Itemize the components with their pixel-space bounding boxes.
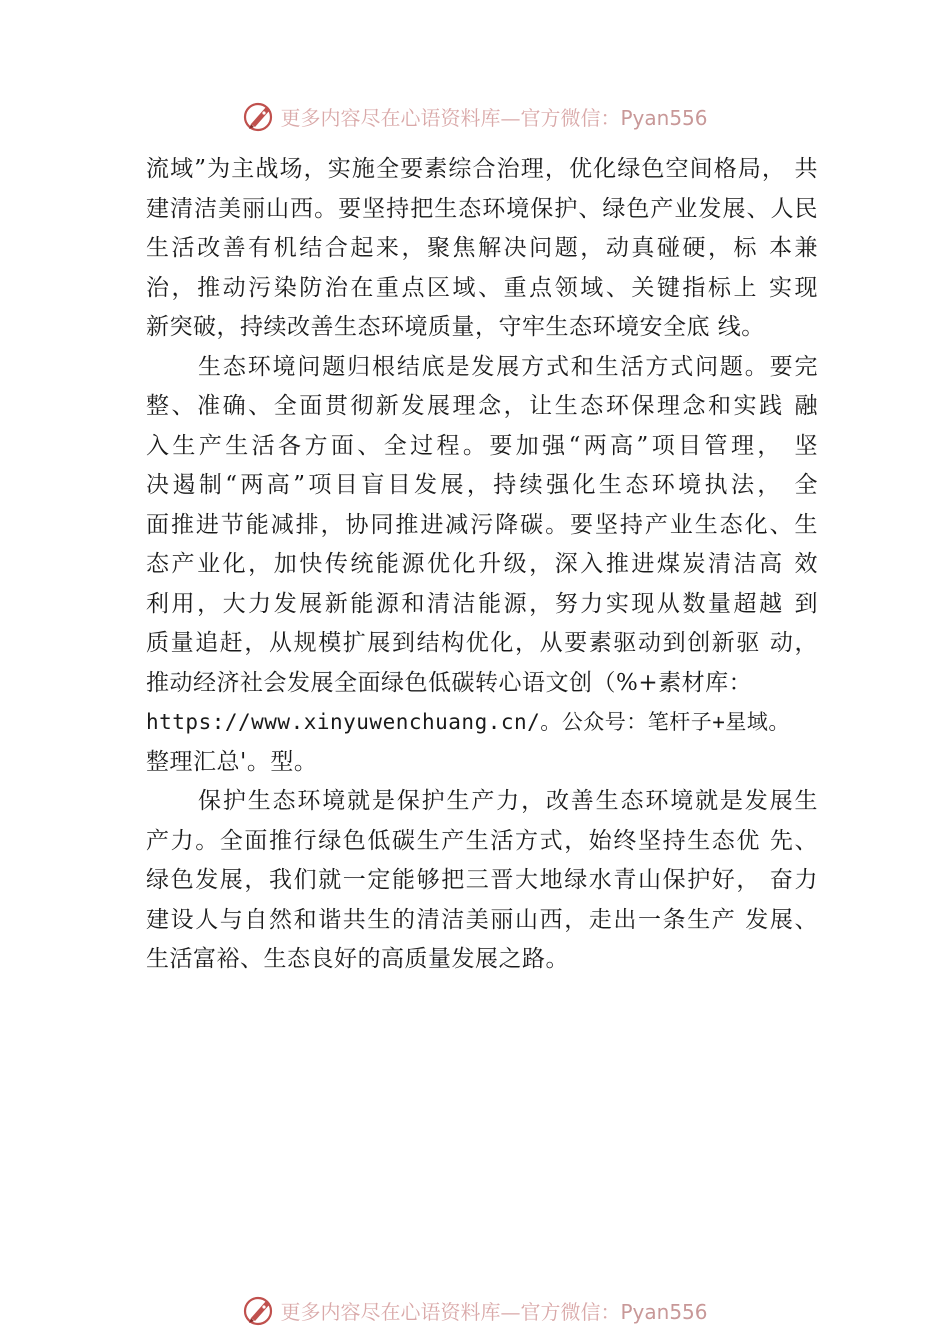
pen-logo-icon bbox=[242, 1293, 276, 1327]
text-line: 入生产生活各方面、全过程。要加强“两高”项目管理， 坚 bbox=[146, 432, 818, 459]
paragraph-1 bbox=[146, 150, 818, 348]
text-line: 生活改善有机结合起来，聚焦解决问题，动真碰硬，标 本兼 bbox=[146, 235, 818, 261]
pen-logo-icon bbox=[242, 99, 276, 133]
text-line: 态产业化，加快传统能源优化升级，深入推进煤炭清洁高 效 bbox=[146, 551, 818, 577]
text-line: 流域”为主战场，实施全要素综合治理，优化绿色空间格局， 共 bbox=[146, 156, 818, 182]
text-line: 绿色发展，我们就一定能够把三晋大地绿水青山保护好， 奋力 bbox=[146, 867, 818, 893]
header-banner bbox=[0, 96, 950, 136]
text-line: 保护生态环境就是保护生产力，改善生态环境就是发展生 bbox=[198, 788, 818, 814]
text-line: 治，推动污染防治在重点区域、重点领域、关键指标上 实现 bbox=[146, 274, 818, 301]
text-line: 面推进节能减排，协同推进减污降碳。要坚持产业生态化、生 bbox=[146, 511, 818, 538]
text-line: 产力。全面推行绿色低碳生产生活方式，始终坚持生态优 先、 bbox=[146, 827, 818, 854]
text-line: 整理汇总'。型。 bbox=[146, 748, 318, 775]
header-banner-text: 更多内容尽在心语资料库—官方微信：Pyan556 bbox=[280, 105, 708, 130]
footer-banner bbox=[0, 1290, 950, 1330]
text-line: 质量追赶，从规模扩展到结构优化，从要素驱动到创新驱 动， bbox=[146, 630, 818, 656]
text-line: 决遏制“两高”项目盲目发展，持续强化生态环境执法， 全 bbox=[146, 472, 818, 498]
text-line: 整、准确、全面贯彻新发展理念，让生态环保理念和实践 融 bbox=[146, 393, 818, 419]
text-line: 利用，大力发展新能源和清洁能源，努力实现从数量超越 到 bbox=[146, 590, 818, 617]
text-line: 新突破，持续改善生态环境质量，守牢生态环境安全底 线。 bbox=[146, 314, 765, 340]
header-wechat-account: Pyan556 bbox=[620, 105, 708, 130]
paragraph-2 bbox=[146, 348, 818, 783]
text-line: 建清洁美丽山西。要坚持把生态环境保护、绿色产业发展、人民 bbox=[146, 195, 818, 222]
footer-wechat-account: Pyan556 bbox=[620, 1299, 708, 1324]
text-line-url: https://www.xinyuwenchuang.cn/。公众号：笔杆子+星域。 bbox=[146, 710, 790, 734]
text-line: 生活富裕、生态良好的高质量发展之路。 bbox=[146, 946, 569, 972]
footer-banner-text: 更多内容尽在心语资料库—官方微信：Pyan556 bbox=[280, 1299, 708, 1324]
text-line: 推动经济社会发展全面绿色低碳转心语文创（%+素材库： bbox=[146, 669, 753, 696]
text-line: 生态环境问题归根结底是发展方式和生活方式问题。要完 bbox=[198, 353, 818, 380]
document-body bbox=[146, 150, 818, 980]
text-line: 建设人与自然和谐共生的清洁美丽山西，走出一条生产 发展、 bbox=[146, 906, 818, 933]
paragraph-3 bbox=[146, 782, 818, 980]
